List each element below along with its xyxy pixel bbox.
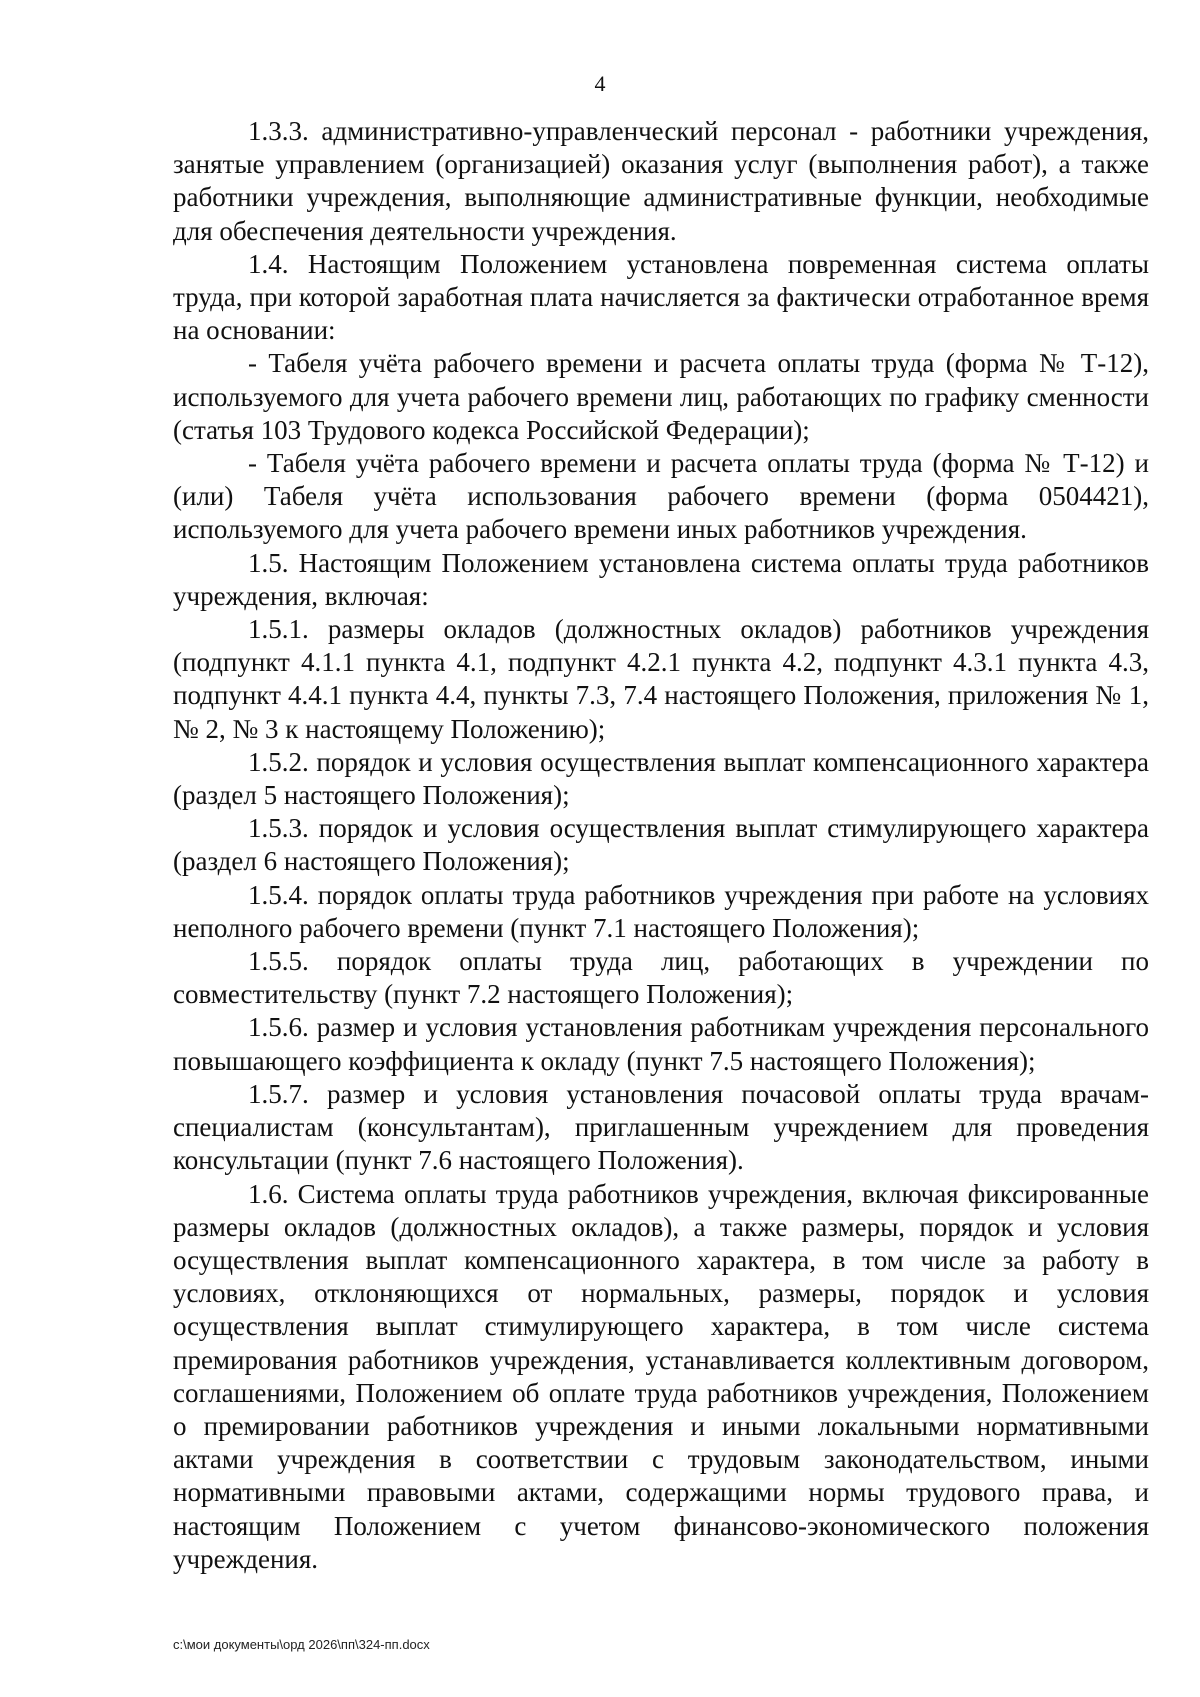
paragraph-1-4-item-2: - Табеля учёта рабочего времени и расчета оплаты труда (форма № Т-12) и (или) Табеля учёта использования рабочего времени (форма 0504421), используемого для учета рабочего времени иных работников учреждения.	[173, 448, 1149, 545]
paragraph-1-5-2: 1.5.2. порядок и условия осуществления выплат компенсационного характера (раздел 5 настоящего Положения);	[173, 746, 1149, 811]
paragraph-1-6: 1.6. Система оплаты труда работников учреждения, включая фиксированные размеры окладов (должностных окладов), а также размеры, порядок и условия осуществления выплат компенсационного характера, в том числе за работу в условиях, отклоняющихся от нормальных, размеры, порядок и условия осуществления выплат стимулирующего характера, в том числе система премирования работников учреждения, устанавливается коллективным договором, соглашениями, Положением об оплате труда работников учреждения, Положением о премировании работников учреждения и иными локальными нормативными актами учреждения в соответствии с трудовым законодательством, иными нормативными правовыми актами, содержащими нормы трудового права, и настоящим Положением с учетом финансово-экономического положения учреждения.	[173, 1178, 1149, 1574]
document-body	[173, 115, 1149, 1576]
paragraph-1-5: 1.5. Настоящим Положением установлена система оплаты труда работников учреждения, включая:	[173, 547, 1149, 611]
paragraph-1-5-3: 1.5.3. порядок и условия осуществления выплат стимулирующего характера (раздел 6 настоящего Положения);	[173, 813, 1149, 877]
paragraph-1-5-4: 1.5.4. порядок оплаты труда работников учреждения при работе на условиях неполного рабочего времени (пункт 7.1 настоящего Положения);	[173, 879, 1149, 943]
file-path-footer: c:\мои документы\орд 2026\пп\324-пп.docx	[173, 1637, 430, 1652]
page-number: 4	[594, 71, 606, 96]
paragraph-1-5-5: 1.5.5. порядок оплаты труда лиц, работающих в учреждении по совместительству (пункт 7.2 настоящего Положения);	[173, 946, 1149, 1010]
paragraph-1-4: 1.4. Настоящим Положением установлена повременная система оплаты труда, при которой заработная плата начисляется за фактически отработанное время на основании:	[173, 248, 1149, 346]
paragraph-1-5-6: 1.5.6. размер и условия установления работникам учреждения персонального повышающего коэффициента к окладу (пункт 7.5 настоящего Положения);	[173, 1012, 1149, 1076]
paragraph-1-4-item-1: - Табеля учёта рабочего времени и расчета оплаты труда (форма № Т-12), используемого для учета рабочего времени лиц, работающих по графику сменности (статья 103 Трудового кодекса Российской Федерации);	[173, 348, 1149, 445]
paragraph-1-5-7: 1.5.7. размер и условия установления почасовой оплаты труда врачам-специалистам (консультантам), приглашенным учреждением для проведения консультации (пункт 7.6 настоящего Положения).	[173, 1078, 1149, 1176]
paragraph-1-3-3: 1.3.3. административно-управленческий персонал - работники учреждения, занятые управлением (организацией) оказания услуг (выполнения работ), а также работники учреждения, выполняющие административные функции, необходимые для обеспечения деятельности учреждения.	[173, 116, 1149, 246]
paragraph-1-5-1: 1.5.1. размеры окладов (должностных окладов) работников учреждения (подпункт 4.1.1 пункта 4.1, подпункт 4.2.1 пункта 4.2, подпункт 4.3.1 пункта 4.3, подпункт 4.4.1 пункта 4.4, пункты 7.3, 7.4 настоящего Положения, приложения № 1, № 2, № 3 к настоящему Положению);	[173, 614, 1149, 744]
